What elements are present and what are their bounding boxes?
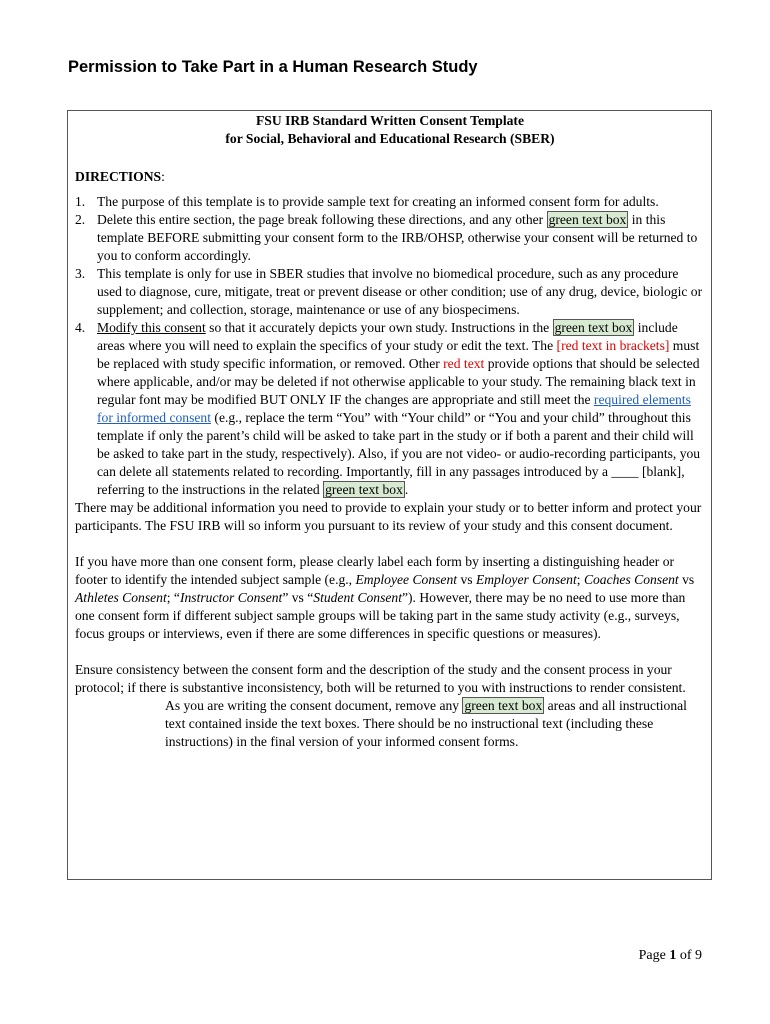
green-text-box-label: green text box bbox=[548, 212, 627, 227]
list-item: 3. This template is only for use in SBER studies that involve no biomedical procedure, such as any procedure used to diagnose, cure, mitigate, treat or prevent disease or other condition; use of any drug, device, biologic or supplement; and collection, storage, maintenance or use of any biospecimens. bbox=[75, 266, 703, 317]
green-text-box-label: green text box bbox=[554, 320, 633, 335]
page-title: Permission to Take Part in a Human Research Study bbox=[68, 58, 478, 76]
list-item: 2. Delete this entire section, the page break following these directions, and any other green text box in this template BEFORE submitting your consent form to the IRB/OHSP, otherwise your consent will be returned to you to conform accordingly. bbox=[75, 212, 698, 263]
modify-consent-text: Modify this consent bbox=[97, 320, 206, 335]
green-text-box-label: green text box bbox=[464, 698, 543, 713]
paragraph: Ensure consistency between the consent form and the description of the study and the consent process in your protocol; if there is substantive inconsistency, both will be returned to you with instructions to render consistent. bbox=[75, 662, 686, 695]
page-number: Page 1 of 9 bbox=[638, 948, 702, 963]
required-elements-link[interactable]: required elements for informed consent bbox=[97, 392, 691, 425]
red-text-sample: red text bbox=[443, 356, 485, 371]
list-item: 4. Modify this consent so that it accurately depicts your own study. Instructions in the green text box include areas where you will need to explain the specifics of your study or edit the text. The [red text in brackets] must be replaced with study specific information, or removed. Other red text provide options that should be selected where applicable, and/or may be deleted if not otherwise applicable to your study. The remaining black text in regular font may be modified BUT ONLY IF the changes are appropriate and still meet the required elements for informed consent (e.g., replace the term “You” with “Your child” or “You and your child” throughout this template if only the parent’s child will be asked to take part in the study or if both a parent and their child will be asked to take part in the study, respectively). Also, if you are not video- or audio-recording participants, you can delete all statements related to recording. Importantly, fill in any passages introduced by a ____ [blank], referring to the instructions in the related green text box . bbox=[75, 320, 701, 497]
paragraph: There may be additional information you need to provide to explain your study or to better inform and protect your participants. The FSU IRB will so inform you pursuant to its review of your study and this consent document. bbox=[75, 500, 702, 533]
directions-list bbox=[75, 193, 705, 499]
paragraph: As you are writing the consent document, remove any green text box areas and all instructional text contained inside the text boxes. There should be no instructional text (including these instructions) in the final version of your informed consent forms. bbox=[165, 698, 687, 749]
green-text-box-label: green text box bbox=[325, 482, 403, 497]
template-title: FSU IRB Standard Written Consent Template bbox=[255, 113, 524, 128]
directions-heading: DIRECTIONS: bbox=[75, 169, 165, 184]
list-item: 1. The purpose of this template is to provide sample text for creating an informed consent form for adults. bbox=[75, 194, 659, 209]
directions-content bbox=[75, 112, 705, 751]
red-text-sample: [red text in brackets] bbox=[556, 338, 670, 353]
template-subtitle: for Social, Behavioral and Educational Research (SBER) bbox=[225, 131, 555, 146]
paragraph: If you have more than one consent form, please clearly label each form by inserting a distinguishing header or footer to identify the intended subject sample (e.g., Employee Consent vs Employer Consent; Coaches Consent vs Athletes Consent; “Instructor Consent” vs “Student Consent”). However, there may be no need to use more than one consent form if different subject sample groups will be taking part in the same study activity (e.g., surveys, focus groups or interviews, even if there are some differences in specific questions or measures). bbox=[75, 554, 695, 641]
